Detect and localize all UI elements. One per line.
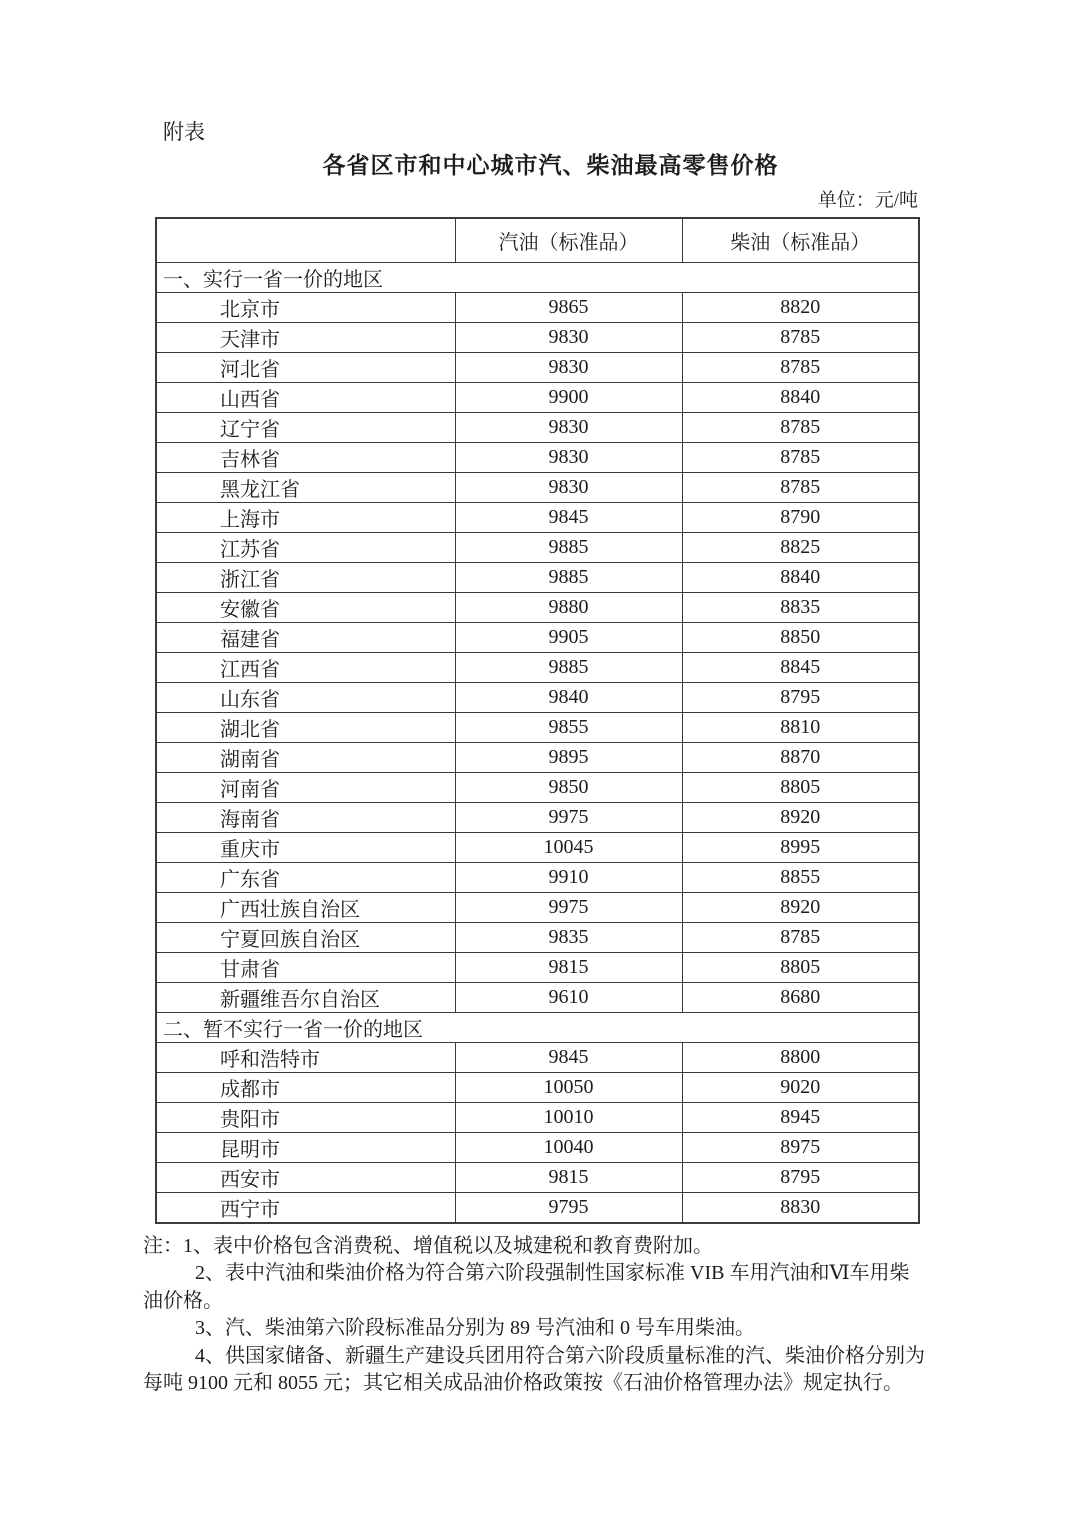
table-row xyxy=(156,1102,919,1132)
table-row xyxy=(156,592,919,622)
diesel-price-cell: 8835 xyxy=(682,592,919,622)
table-row xyxy=(156,442,919,472)
table-row xyxy=(156,682,919,712)
table-row xyxy=(156,832,919,862)
region-cell: 海南省 xyxy=(156,802,455,832)
region-cell: 贵阳市 xyxy=(156,1102,455,1132)
diesel-price-cell: 8795 xyxy=(682,682,919,712)
region-cell: 黑龙江省 xyxy=(156,472,455,502)
diesel-price-cell: 8825 xyxy=(682,532,919,562)
diesel-price-cell: 8975 xyxy=(682,1132,919,1162)
gasoline-price-cell: 9975 xyxy=(455,892,682,922)
gasoline-price-cell: 9830 xyxy=(455,442,682,472)
region-cell: 宁夏回族自治区 xyxy=(156,922,455,952)
table-row xyxy=(156,562,919,592)
diesel-price-cell: 9020 xyxy=(682,1072,919,1102)
diesel-price-cell: 8795 xyxy=(682,1162,919,1192)
note-line: 3、汽、柴油第六阶段标准品分别为 89 号汽油和 0 号车用柴油。 xyxy=(195,1317,755,1340)
diesel-price-cell: 8840 xyxy=(682,382,919,412)
region-cell: 天津市 xyxy=(156,322,455,352)
diesel-price-cell: 8870 xyxy=(682,742,919,772)
price-table xyxy=(155,217,920,1224)
gasoline-price-cell: 9815 xyxy=(455,1162,682,1192)
diesel-price-cell: 8805 xyxy=(682,772,919,802)
gasoline-price-cell: 9880 xyxy=(455,592,682,622)
table-row xyxy=(156,322,919,352)
gasoline-price-cell: 9910 xyxy=(455,862,682,892)
gasoline-price-cell: 9830 xyxy=(455,472,682,502)
diesel-price-cell: 8805 xyxy=(682,952,919,982)
table-row xyxy=(156,352,919,382)
diesel-price-cell: 8785 xyxy=(682,412,919,442)
region-cell: 山西省 xyxy=(156,382,455,412)
gasoline-price-cell: 9840 xyxy=(455,682,682,712)
gasoline-price-cell: 9885 xyxy=(455,562,682,592)
gasoline-price-cell: 10010 xyxy=(455,1102,682,1132)
table-row xyxy=(156,952,919,982)
region-cell: 呼和浩特市 xyxy=(156,1042,455,1072)
region-cell: 西安市 xyxy=(156,1162,455,1192)
table-header-row xyxy=(156,218,919,262)
table-row xyxy=(156,652,919,682)
gasoline-price-cell: 9850 xyxy=(455,772,682,802)
region-cell: 成都市 xyxy=(156,1072,455,1102)
table-row xyxy=(156,1072,919,1102)
section-header-row xyxy=(156,1012,919,1042)
region-cell: 安徽省 xyxy=(156,592,455,622)
region-cell: 上海市 xyxy=(156,502,455,532)
region-cell: 河北省 xyxy=(156,352,455,382)
table-row xyxy=(156,1192,919,1223)
table-row xyxy=(156,502,919,532)
table-row xyxy=(156,382,919,412)
region-cell: 广西壮族自治区 xyxy=(156,892,455,922)
gasoline-price-cell: 9885 xyxy=(455,532,682,562)
region-cell: 湖北省 xyxy=(156,712,455,742)
diesel-price-cell: 8680 xyxy=(682,982,919,1012)
gasoline-price-cell: 9905 xyxy=(455,622,682,652)
table-row xyxy=(156,412,919,442)
region-cell: 浙江省 xyxy=(156,562,455,592)
gasoline-price-cell: 9845 xyxy=(455,502,682,532)
region-cell: 河南省 xyxy=(156,772,455,802)
gasoline-price-cell: 9885 xyxy=(455,652,682,682)
table-row xyxy=(156,472,919,502)
table-row xyxy=(156,742,919,772)
gasoline-price-cell: 9830 xyxy=(455,412,682,442)
table-row xyxy=(156,532,919,562)
attachment-label: 附表 xyxy=(163,120,205,144)
diesel-price-cell: 8855 xyxy=(682,862,919,892)
gasoline-price-cell: 10050 xyxy=(455,1072,682,1102)
table-row xyxy=(156,1162,919,1192)
diesel-price-cell: 8785 xyxy=(682,442,919,472)
gasoline-price-cell: 9830 xyxy=(455,352,682,382)
region-cell: 北京市 xyxy=(156,292,455,322)
diesel-price-cell: 8785 xyxy=(682,322,919,352)
gasoline-price-cell: 10045 xyxy=(455,832,682,862)
gasoline-price-cell: 9900 xyxy=(455,382,682,412)
unit-label: 单位：元/吨 xyxy=(817,190,918,211)
gasoline-price-cell: 9815 xyxy=(455,952,682,982)
table-row xyxy=(156,292,919,322)
diesel-price-cell: 8840 xyxy=(682,562,919,592)
table-row xyxy=(156,712,919,742)
gasoline-price-cell: 9865 xyxy=(455,292,682,322)
region-cell: 重庆市 xyxy=(156,832,455,862)
table-row xyxy=(156,862,919,892)
diesel-price-cell: 8995 xyxy=(682,832,919,862)
table-row xyxy=(156,922,919,952)
table-row xyxy=(156,622,919,652)
gasoline-price-cell: 9830 xyxy=(455,322,682,352)
region-cell: 湖南省 xyxy=(156,742,455,772)
diesel-price-cell: 8945 xyxy=(682,1102,919,1132)
notes-section xyxy=(143,1233,928,1399)
gasoline-price-cell: 10040 xyxy=(455,1132,682,1162)
diesel-price-cell: 8920 xyxy=(682,892,919,922)
diesel-price-cell: 8920 xyxy=(682,802,919,832)
region-cell: 江苏省 xyxy=(156,532,455,562)
table-row xyxy=(156,1132,919,1162)
diesel-price-cell: 8810 xyxy=(682,712,919,742)
region-cell: 吉林省 xyxy=(156,442,455,472)
section-header-label: 一、实行一省一价的地区 xyxy=(156,262,919,292)
note-line: 4、供国家储备、新疆生产建设兵团用符合第六阶段质量标准的汽、柴油价格分别为每吨 9100 元和 8055 元；其它相关成品油价格政策按《石油价格管理办法》规定执行。 xyxy=(143,1344,925,1395)
document-content xyxy=(143,120,925,1398)
gasoline-price-cell: 9895 xyxy=(455,742,682,772)
diesel-price-cell: 8785 xyxy=(682,922,919,952)
gasoline-price-cell: 9835 xyxy=(455,922,682,952)
diesel-price-cell: 8790 xyxy=(682,502,919,532)
section-header-label: 二、暂不实行一省一价的地区 xyxy=(156,1012,919,1042)
region-cell: 昆明市 xyxy=(156,1132,455,1162)
gasoline-price-cell: 9855 xyxy=(455,712,682,742)
table-row xyxy=(156,802,919,832)
region-cell: 福建省 xyxy=(156,622,455,652)
gasoline-price-cell: 9610 xyxy=(455,982,682,1012)
region-cell: 甘肃省 xyxy=(156,952,455,982)
region-cell: 西宁市 xyxy=(156,1192,455,1223)
region-cell: 新疆维吾尔自治区 xyxy=(156,982,455,1012)
gasoline-price-cell: 9845 xyxy=(455,1042,682,1072)
header-gasoline: 汽油（标准品） xyxy=(455,218,682,262)
diesel-price-cell: 8820 xyxy=(682,292,919,322)
region-cell: 广东省 xyxy=(156,862,455,892)
diesel-price-cell: 8785 xyxy=(682,352,919,382)
table-row xyxy=(156,982,919,1012)
note-line: 注：1、表中价格包含消费税、增值税以及城建税和教育费附加。 xyxy=(143,1234,713,1257)
region-cell: 山东省 xyxy=(156,682,455,712)
page-title: 各省区市和中心城市汽、柴油最高零售价格 xyxy=(322,152,779,178)
diesel-price-cell: 8850 xyxy=(682,622,919,652)
diesel-price-cell: 8845 xyxy=(682,652,919,682)
note-line: 2、表中汽油和柴油价格为符合第六阶段强制性国家标准 VIB 车用汽油和Ⅵ车用柴油价格。 xyxy=(143,1262,910,1312)
region-cell: 江西省 xyxy=(156,652,455,682)
header-diesel: 柴油（标准品） xyxy=(682,218,919,262)
diesel-price-cell: 8800 xyxy=(682,1042,919,1072)
gasoline-price-cell: 9975 xyxy=(455,802,682,832)
header-region-blank xyxy=(156,218,455,262)
region-cell: 辽宁省 xyxy=(156,412,455,442)
table-row xyxy=(156,772,919,802)
section-header-row xyxy=(156,262,919,292)
diesel-price-cell: 8785 xyxy=(682,472,919,502)
diesel-price-cell: 8830 xyxy=(682,1192,919,1223)
table-row xyxy=(156,1042,919,1072)
gasoline-price-cell: 9795 xyxy=(455,1192,682,1223)
table-row xyxy=(156,892,919,922)
